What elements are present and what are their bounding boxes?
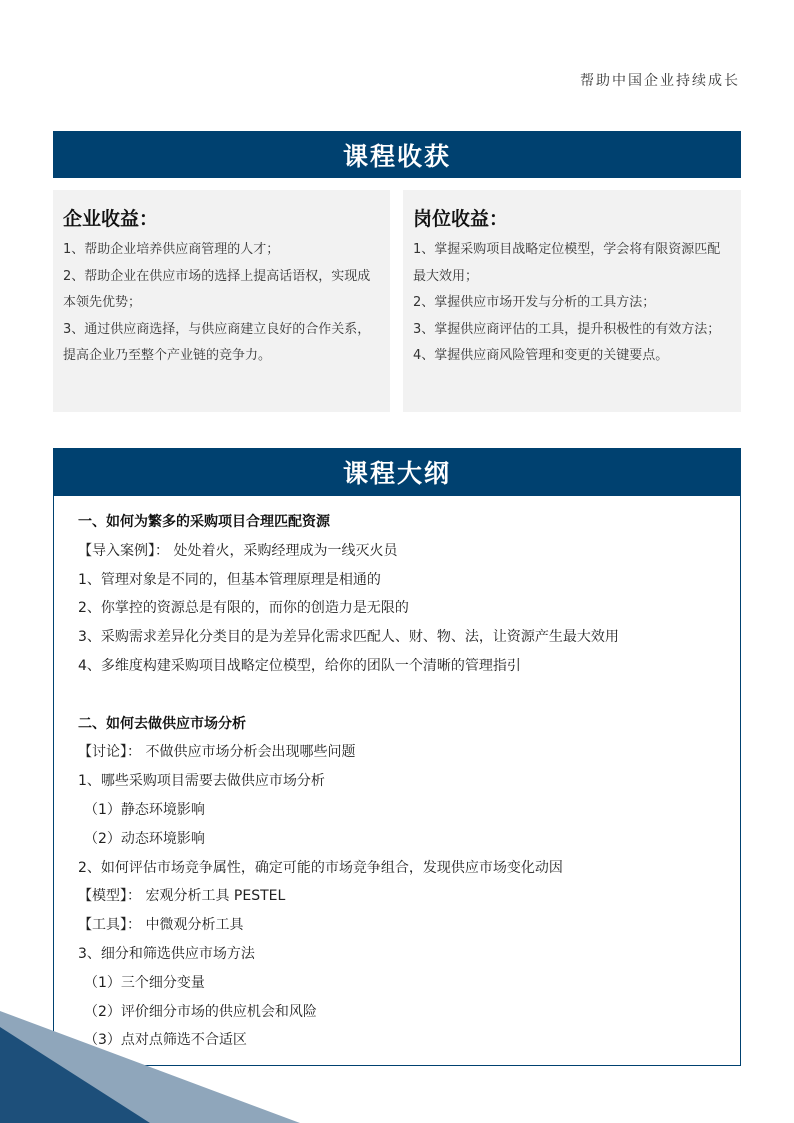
course-outline-panel bbox=[53, 496, 741, 1066]
outline-line: 4、多维度构建采购项目战略定位模型，给你的团队一个清晰的管理指引 bbox=[78, 657, 521, 674]
corner-decoration bbox=[0, 1011, 300, 1123]
outline-line: 【工具】： 中微观分析工具 bbox=[78, 917, 244, 934]
position-benefit-item: 2、掌握供应市场开发与分析的工具方法； bbox=[413, 295, 656, 310]
enterprise-benefit-item: 3、通过供应商选择，与供应商建立良好的合作关系，提高企业乃至整个产业链的竞争力。 bbox=[63, 321, 371, 363]
enterprise-benefits-heading: 企业收益： bbox=[63, 208, 159, 230]
position-benefit-item: 1、掌握采购项目战略定位模型，学会将有限资源匹配最大效用； bbox=[413, 242, 721, 284]
outline-subline: （1）静态环境影响 bbox=[84, 801, 205, 818]
outline-line: 1、哪些采购项目需要去做供应市场分析 bbox=[78, 773, 325, 790]
position-benefit-item: 3、掌握供应商评估的工具，提升积极性的有效方法； bbox=[413, 321, 721, 337]
outline-subline: （2）动态环境影响 bbox=[84, 830, 205, 847]
enterprise-benefit-item: 2、帮助企业在供应市场的选择上提高话语权，实现成本领先优势； bbox=[63, 268, 371, 310]
outline-heading-1: 一、如何为繁多的采购项目合理匹配资源 bbox=[78, 514, 330, 530]
position-benefits-panel bbox=[403, 190, 741, 412]
outline-subline: （2）评价细分市场的供应机会和风险 bbox=[84, 1003, 317, 1020]
position-benefit-item: 4、掌握供应商风险管理和变更的关键要点。 bbox=[413, 348, 669, 363]
outline-subline: （1）三个细分变量 bbox=[84, 974, 205, 991]
enterprise-benefits-panel bbox=[53, 190, 390, 412]
section-title-outline: 课程大纲 bbox=[53, 448, 741, 496]
outline-line: 3、细分和筛选供应市场方法 bbox=[78, 945, 255, 962]
section-title-harvest: 课程收获 bbox=[53, 131, 741, 178]
slogan: 帮助中国企业持续成长 bbox=[580, 73, 740, 89]
position-benefits-heading: 岗位收益： bbox=[413, 208, 509, 230]
outline-line: 2、如何评估市场竞争属性，确定可能的市场竞争组合，发现供应市场变化动因 bbox=[78, 859, 563, 876]
outline-line: 【模型】： 宏观分析工具 PESTEL bbox=[78, 888, 286, 905]
outline-line: 【讨论】： 不做供应市场分析会出现哪些问题 bbox=[78, 744, 356, 761]
outline-heading-2: 二、如何去做供应市场分析 bbox=[78, 715, 246, 732]
outline-spacer bbox=[78, 681, 740, 710]
outline-line: 【导入案例】： 处处着火，采购经理成为一线灭火员 bbox=[78, 542, 398, 559]
outline-line: 2、你掌控的资源总是有限的，而你的创造力是无限的 bbox=[78, 600, 409, 617]
outline-line: 1、管理对象是不同的，但基本管理原理是相通的 bbox=[78, 571, 381, 588]
outline-subline: （3）点对点筛选不合适区 bbox=[84, 1032, 247, 1049]
outline-line: 3、采购需求差异化分类目的是为差异化需求匹配人、财、物、法，让资源产生最大效用 bbox=[78, 629, 619, 646]
enterprise-benefit-item: 1、帮助企业培养供应商管理的人才； bbox=[63, 242, 280, 257]
